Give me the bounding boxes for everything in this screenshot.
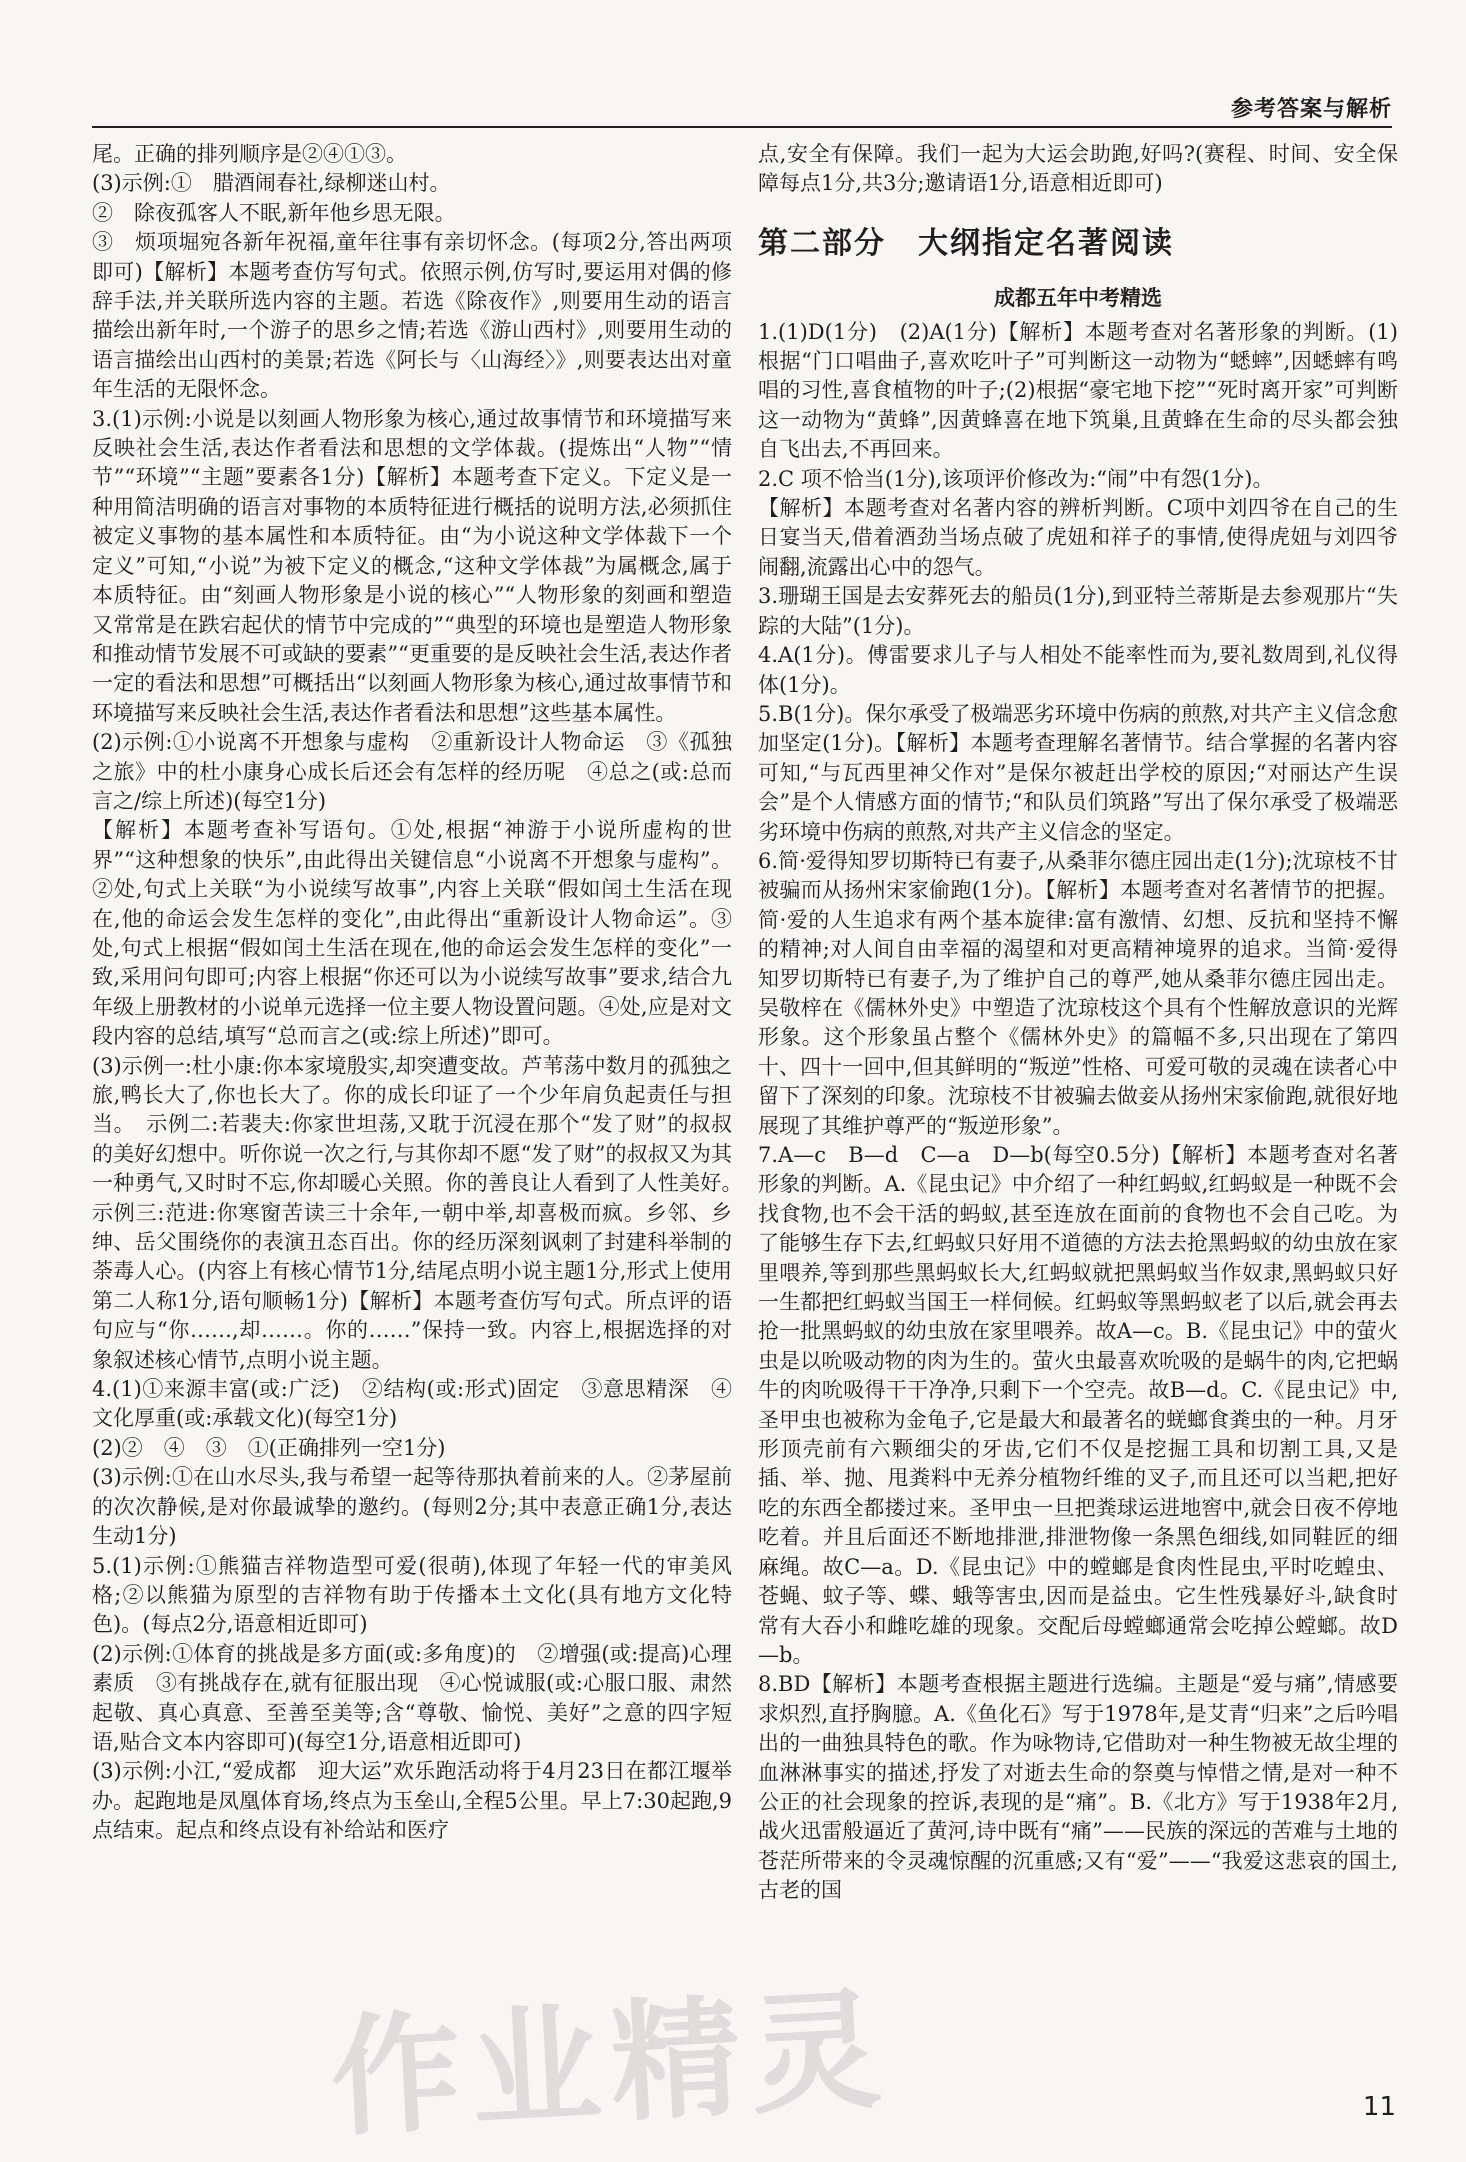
paragraph: (3)示例:① 腊酒闹春社,绿柳迷山村。 [92,171,451,196]
paragraph: 7.A—c B—d C—a D—b(每空0.5分)【解析】本题考查对名著形象的判断。A.《昆虫记》中介绍了一种红蚂蚁,红蚂蚁是一种既不会找食物,也不会干活的蚂蚁,甚至连放在面前的食物也不会自己吃。为了能够生存下去,红蚂蚁只好用不道德的方法去抢黑蚂蚁的幼虫放在家里喂养,等到那些黑蚂蚁长大,红蚂蚁就把黑蚂蚁当作奴隶,黑蚂蚁只好一生都把红蚂蚁当国王一样伺候。红蚂蚁等黑蚂蚁老了以后,就会再去抢一批黑蚂蚁的幼虫放在家里喂养。故A—c。B.《昆虫记》中的萤火虫是以吮吸动物的肉为生的。萤火虫最喜欢吮吸的是蜗牛的肉,它把蜗牛的肉吮吸得干干净净,只剩下一个空壳。故B—d。C.《昆虫记》中,圣甲虫也被称为金龟子,它是最大和最著名的蜣螂食粪虫的一种。月牙形顶壳前有六颗细尖的牙齿,它们不仅是挖掘工具和切割工具,又是插、举、抛、甩粪料中无养分植物纤维的叉子,而且还可以当耙,把好吃的东西全都搂过来。圣甲虫一旦把粪球运进地窖中,就会日夜不停地吃着。并且后面还不断地排泄,排泄物像一条黑色细线,如同鞋匠的细麻绳。故C—a。D.《昆虫记》中的螳螂是食肉性昆虫,平时吃蝗虫、苍蝇、蚊子等、蝶、蛾等害虫,因而是益虫。它生性残暴好斗,缺食时常有大吞小和雌吃雄的现象。交配后母螳螂通常会吃掉公螳螂。故D—b。 [758,1143,1398,1667]
paragraph: 2.C 项不恰当(1分),该项评价修改为:“闹”中有怨(1分)。 [758,466,1274,491]
paragraph: 1.(1)D(1分) (2)A(1分)【解析】本题考查对名著形象的判断。(1)根据“门口唱曲子,喜欢吃叶子”可判断这一动物为“蟋蟀”,因蟋蟀有鸣唱的习性,喜食植物的叶子;(2)根据“豪宅地下挖”“死时离开家”可判断这一动物为“黄蜂”,因黄蜂喜在地下筑巢,且黄蜂在生命的尽头都会独自飞出去,不再回来。 [758,319,1398,462]
paragraph: (2)示例:①体育的挑战是多方面(或:多角度)的 ②增强(或:提高)心理素质 ③有挑战存在,就有征服出现 ④心悦诚服(或:心服口服、肃然起敬、真心真意、至善至美等;含“尊敬、愉悦、美好”之意的四字短语,贴合文本内容即可)(每空1分,语意相近即可) [92,1641,732,1754]
paragraph: (2)示例:①小说离不开想象与虚构 ②重新设计人物命运 ③《孤独之旅》中的杜小康身心成长后还会有怎样的经历呢 ④总之(或:总而言之/综上所述)(每空1分) [92,730,732,813]
paragraph: 5.(1)示例:①熊猫吉祥物造型可爱(很萌),体现了年轻一代的审美风格;②以熊猫为原型的吉祥物有助于传播本土文化(具有地方文化特色)。(每点2分,语意相近即可) [92,1553,732,1637]
paragraph: (3)示例一:杜小康:你本家境殷实,却突遭变故。芦苇荡中数月的孤独之旅,鸭长大了,你也长大了。你的成长印证了一个少年肩负起责任与担当。 示例二:若裴夫:你家世坦荡,又耽于沉浸在那个“发了财”的叔叔的美好幻想中。听你说一次之行,与其你却不愿“发了财”的叔叔又为其一种勇气,又时时不忘,你却暖心关照。你的善良让人看到了人性美好。 示例三:范进:你寒窗苦读三十余年,一朝中举,却喜极而疯。乡邻、乡绅、岳父围绕你的表演丑态百出。你的经历深刻讽刺了封建科举制的荼毒人心。(内容上有核心情节1分,结尾点明小说主题1分,形式上使用第二人称1分,语句顺畅1分)【解析】本题考查仿写句式。所点评的语句应与“你……,却……。你的……”保持一致。内容上,根据选择的对象叙述核心情节,点明小说主题。 [92,1053,753,1372]
sub-title: 成都五年中考精选 [994,286,1162,311]
left-column [92,140,753,1846]
paragraph: 【解析】本题考查补写语句。①处,根据“神游于小说所虚构的世界”“这种想象的快乐”,由此得出关键信息“小说离不开想象与虚构”。②处,句式上关联“为小说续写故事”,内容上关联“假如闰土生活在现在,他的命运会发生怎样的变化”,由此得出“重新设计人物命运”。③处,句式上根据“假如闰土生活在现在,他的命运会发生怎样的变化”一致,采用问句即可;内容上根据“你还可以为小说续写故事”要求,结合九年级上册教材的小说单元选择一位主要人物设置问题。④处,应是对文段内容的总结,填写“总而言之(或:综上所述)”即可。 [92,818,732,1049]
paragraph: 6.简·爱得知罗切斯特已有妻子,从桑菲尔德庄园出走(1分);沈琼枝不甘被骗而从扬州宋家偷跑(1分)。【解析】本题考查对名著情节的把握。简·爱的人生追求有两个基本旋律:富有激情、幻想、反抗和坚持不懈的精神;对人间自由幸福的渴望和对更高精神境界的追求。当简·爱得知罗切斯特已有妻子,为了维护自己的尊严,她从桑菲尔德庄园出走。吴敬梓在《儒林外史》中塑造了沈琼枝这个具有个性解放意识的光辉形象。这个形象虽占整个《儒林外史》的篇幅不多,只出现在了第四十、四十一回中,但其鲜明的“叛逆”性格、可爱可敬的灵魂在读者心中留下了深刻的印象。沈琼枝不甘被骗去做妾从扬州宋家偷跑,就很好地展现了其维护尊严的“叛逆形象”。 [758,848,1398,1138]
paragraph: 3.珊瑚王国是去安葬死去的船员(1分),到亚特兰蒂斯是去参观那片“失踪的大陆”(1分)。 [758,584,1398,638]
right-column [758,140,1398,1906]
paragraph: 点,安全有保障。我们一起为大运会助跑,好吗?(赛程、时间、安全保障每点1分,共3分;邀请语1分,语意相近即可) [758,142,1398,196]
paragraph: 4.A(1分)。傅雷要求儿子与人相处不能率性而为,要礼数周到,礼仪得体(1分)。 [758,643,1398,697]
page-header [92,96,1392,128]
paragraph: 5.B(1分)。保尔承受了极端恶劣环境中伤病的煎熬,对共产主义信念愈加坚定(1分)。【解析】本题考查理解名著情节。结合掌握的名著内容可知,“与瓦西里神父作对”是保尔被赶出学校的原因;“对丽达产生误会”是个人情感方面的情节;“和队员们筑路”写出了保尔承受了极端恶劣环境中伤病的煎熬,对共产主义信念的坚定。 [758,701,1398,844]
paragraph: (3)示例:小江,“爱成都 迎大运”欢乐跑活动将于4月23日在都江堰举办。起跑地是凤凰体育场,终点为玉垒山,全程5公里。早上7:30起跑,9点结束。起点和终点设有补给站和医疗 [92,1759,732,1843]
paragraph: 3.(1)示例:小说是以刻画人物形象为核心,通过故事情节和环境描写来反映社会生活,表达作者看法和思想的文学体裁。(提炼出“人物”“情节”“环境”“主题”要素各1分)【解析】本题考查下定义。下定义是一种用简洁明确的语言对事物的本质特征进行概括的说明方法,必须抓住被定义事物的基本属性和本质特征。由“为小说这种文学体裁下一个定义”可知,“小说”为被下定义的概念,“这种文学体裁”为属概念,属于本质特征。由“刻画人物形象是小说的核心”“人物形象的刻画和塑造又常常是在跌宕起伏的情节中完成的”“典型的环境也是塑造人物形象和推动情节发展不可或缺的要素”“更重要的是反映社会生活,表达作者一定的看法和思想”可概括出“以刻画人物形象为核心,通过故事情节和环境描写来反映社会生活,表达作者看法和思想”这些基本属性。 [92,406,732,725]
watermark: 作业精灵 [326,1973,895,2155]
paragraph: ③ 烦项堀宛各新年祝福,童年往事有亲切怀念。(每项2分,答出两项即可)【解析】本题考查仿写句式。依照示例,仿写时,要运用对偶的修辞手法,并关联所选内容的主题。若选《除夜作》,则要用生动的语言描绘出新年时,一个游子的思乡之情;若选《游山西村》,则要用生动的语言描绘出山西村的美景;若选《阿长与〈山海经〉》,则要表达出对童年生活的无限怀念。 [92,230,732,402]
paragraph: (3)示例:①在山水尽头,我与希望一起等待那执着前来的人。②茅屋前的次次静候,是对你最诚挚的邀约。(每则2分;其中表意正确1分,表达生动1分) [92,1465,732,1549]
paragraph: 【解析】本题考查对名著内容的辨析判断。C项中刘四爷在自己的生日宴当天,借着酒劲当场点破了虎妞和祥子的事情,使得虎妞与刘四爷闹翻,流露出心中的怨气。 [758,496,1398,579]
paragraph: ② 除夜孤客人不眠,新年他乡思无限。 [92,200,456,225]
paragraph: 尾。正确的排列顺序是②④①③。 [92,142,407,166]
paragraph: 8.BD【解析】本题考查根据主题进行选编。主题是“爱与痛”,情感要求炽烈,直抒胸臆。A.《鱼化石》写于1978年,是艾青“归来”之后吟唱出的一曲独具特色的歌。作为咏物诗,它借助对一种生物被无故尘埋的血淋淋事实的描述,抒发了对逝去生命的祭奠与悼惜之情,是对一种不公正的社会现象的控诉,表现的是“痛”。B.《北方》写于1938年2月,战火迅雷般逼近了黄河,诗中既有“痛”——民族的深远的苦难与土地的苍茫所带来的令灵魂惊醒的沉重感;又有“爱”——“我爱这悲哀的国土,古老的国 [758,1672,1398,1903]
paragraph: (2)② ④ ③ ①(正确排列一空1分) [92,1435,446,1460]
section-title: 第二部分 大纲指定名著阅读 [758,225,1174,261]
page-number: 11 [1362,2092,1396,2122]
header-title: 参考答案与解析 [1230,97,1392,122]
paragraph: 4.(1)①来源丰富(或:广泛) ②结构(或:形式)固定 ③意思精深 ④文化厚重(或:承载文化)(每空1分) [92,1377,732,1431]
